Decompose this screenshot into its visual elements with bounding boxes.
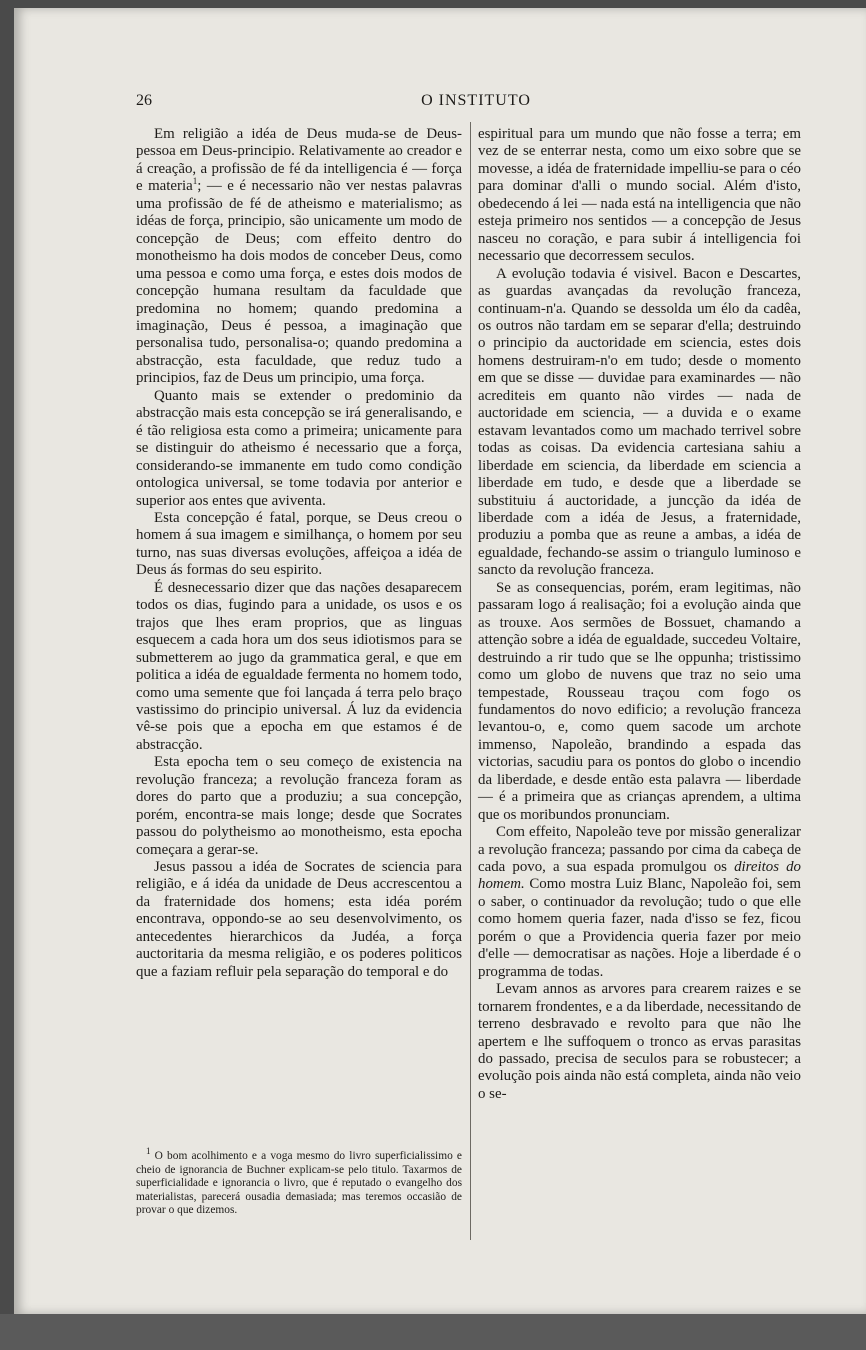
column-divider — [470, 122, 471, 1240]
paragraph-text: Com effeito, Napoleão teve por missão generalizar a revolução franceza; passando por cima da cabeça de cada povo, a sua espada promulgou os — [478, 824, 801, 876]
paragraph-text: ; — e é necessario não ver nestas palavras uma profissão de fé de atheismo e materialismo; as idéas de força, principio, são unicamente um modo de concepção de Deus; com effeito dentro do monotheismo ha dois modos de conceber Deus, como uma pessoa e como uma força, e estes dois modos de concepção humana resultam da faculdade que predomina no homem; quando predomina a imaginação, Deus é pessoa, a imaginação que personalisa tudo, personalisa-o; quando predomina a abstracção, esta faculdade, que reduz tudo a principios, faz de Deus um principio, uma força. — [136, 178, 462, 387]
paragraph: Jesus passou a idéa de Socrates de sciencia para religião, e á idéa da unidade de Deus accrescentou a da fraternidade dos homens; esta idéa porém encontrava, oppondo-se ao seu desenvolvimento, os antecedentes hierarchicos da Judéa, a força auctoritaria da mesma religião, e os poderes politicos que a faziam refluir pela separação do temporal e do — [136, 859, 462, 980]
italic-phrase: direitos do homem. — [478, 859, 802, 893]
footnote — [136, 1146, 462, 1218]
paragraph: espiritual para um mundo que não fosse a terra; em vez de se enterrar nesta, como um eixo sobre que se movesse, a idéa de fraternidade impelliu-se para o céo para dominar d'alli o mundo social. Além d'isto, obedecendo á lei — nada está na intelligencia que não esteja primeiro nos sentidos — a concepção de Jesus nasceu no coração, e para subir á intelligencia foi necessario que decorressem seculos. — [478, 126, 801, 265]
footnotes — [136, 1146, 462, 1218]
right-column — [478, 126, 801, 1103]
paragraph: Esta epocha tem o seu começo de existencia na revolução franceza; a revolução franceza foram as dores do parto que a produziu; a sua concepção, porém, encontra-se mais longe; desde que Socrates passou do polytheismo ao monotheismo, esta epocha começara a gerar-se. — [136, 754, 462, 858]
paragraph-text: Como mostra Luiz Blanc, Napoleão foi, sem o saber, o continuador da revolução; tudo o que elle como homem queria fazer, nada d'isso se fez, ficou porém o que a Providencia queria fazer por meio d'elle — democratisar as nações. Hoje a liberdade é o programma de todas. — [478, 876, 801, 980]
footnote-ref: 1 — [192, 176, 198, 187]
footnote-marker: 1 — [146, 1146, 151, 1157]
paragraph: Esta concepção é fatal, porque, se Deus creou o homem á sua imagem e similhança, o homem por seu turno, nas suas diversas evoluções, affeiçoa a idéa de Deus ás formas do seu espirito. — [136, 509, 462, 579]
page-number: 26 — [136, 92, 152, 109]
paragraph — [136, 126, 462, 388]
paragraph: A evolução todavia é visivel. Bacon e Descartes, as guardas avançadas da revolução franceza, continuam-n'a. Quando se dessolda um élo da cadêa, os outros não tardam em se separar d'ella; destruindo o principio da auctoridade em sciencia, estes dois homens destruiram-n'o em tudo; desde o momento em que se disse — duvidae para examinardes — não acrediteis em quanto não virdes — nada de auctoridade em sciencia, — a duvida e o exame estavam levantados como um machado terrivel sobre todas as coisas. Da evidencia cartesiana sahiu a liberdade em sciencia, da liberdade em sciencia a liberdade em tudo, e desde que a liberdade se substituiu á auctoridade, a juncção da idéa de liberdade com a idéa de Jesus, a fraternidade, produziu a pomba que as reune a ambas, a idéa de egualdade, fechando-se assim o triangulo luminoso e sancto da revolução franceza. — [478, 265, 801, 579]
page-header — [136, 92, 816, 114]
paragraph-text: Em religião a idéa de Deus muda-se de Deus-pessoa em Deus-principio. Relativamente ao creador e á creação, a profissão de fé da intelligencia é — força e materia — [136, 126, 462, 195]
paragraph: Quanto mais se extender o predominio da abstracção mais esta concepção se irá generalisando, e é tão religiosa esta como a primeira; unicamente para se distinguir do atheismo é necessario que a força, considerando-se immanente em tudo como condição ontologica universal, se tome todavia por anterior e superior aos entes que aviventa. — [136, 387, 462, 509]
scan-border — [0, 1314, 866, 1350]
paragraph: É desnecessario dizer que das nações desaparecem todos os dias, fugindo para a unidade, os usos e os trajos que lhes eram proprios, que as linguas esquecem a cada hora um dos seus idiotismos para se submetterem ao jugo da grammatica geral, e que em politica a idéa de egualdade fermenta no homem todo, como uma semente que foi lançada á terra pelo braço vastissimo do principio universal. Á luz da evidencia vê-se pois que a epocha em que estamos é de abstracção. — [136, 579, 462, 753]
running-title: O INSTITUTO — [421, 92, 531, 109]
paragraph: Se as consequencias, porém, eram legitimas, não passaram logo á realisação; foi a evolução ainda que as trouxe. Aos sermões de Bossuet, chamando a attenção sobre a idéa de egualdade, succedeu Voltaire, destruindo a rir tudo que se lhe oppunha; tristissimo como um globo de nuvens que traz no seio uma tempestade, Rousseau traçou com fogo os fundamentos do novo edificio; a revolução franceza levantou-o, e, como quem sacode um archote immenso, Napoleão, brandindo a espada das victorias, sacudiu para os pontos do globo o incendio da liberdade, e desde então esta palavra — liberdade — é a primeira que as crianças aprendem, a ultima que os moribundos pronunciam. — [478, 579, 801, 823]
paragraph: Levam annos as arvores para crearem raizes e se tornarem frondentes, e a da liberdade, necessitando de terreno desbravado e revolto para que não lhe apertem e lhe suffoquem o tronco as ervas parasitas do passado, precisa de seculos para se robustecer; a evolução pois ainda não está completa, ainda não veio o se- — [478, 981, 801, 1102]
paragraph — [478, 824, 801, 981]
left-column — [136, 126, 462, 981]
footnote-text: O bom acolhimento e a voga mesmo do livro superficialissimo e cheio de ignorancia de Buchner explicam-se pelo titulo. Taxarmos de superficialidade e ignorancia o livro, que é reputado o evangelho dos materialistas, parecerá ousadia demasiada; mas teremos occasião de provar o que dizemos. — [136, 1150, 462, 1217]
